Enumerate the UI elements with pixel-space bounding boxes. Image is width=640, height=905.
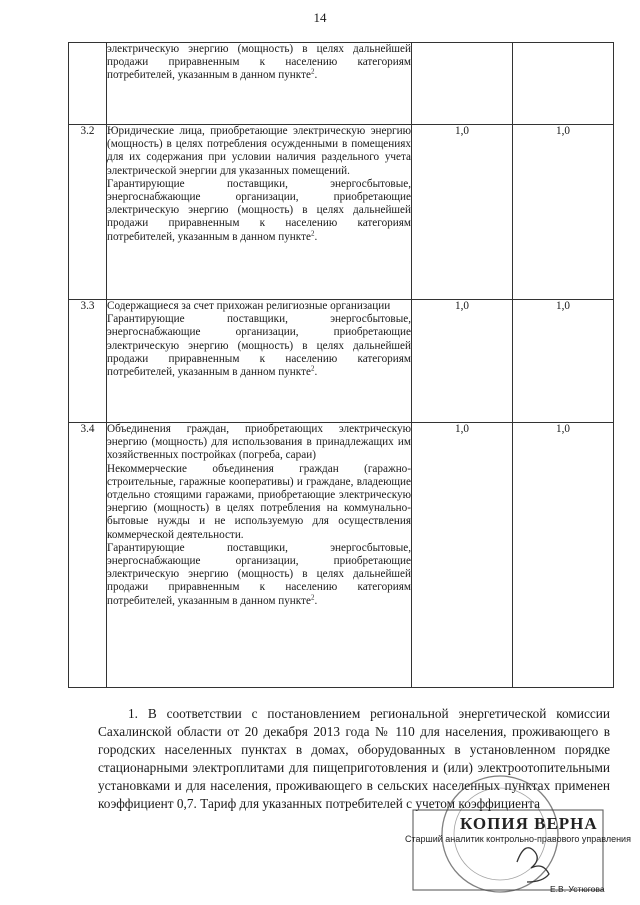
row-paragraph: электрическую энергию (мощность) в целях дальнейшей продажи приравненным к населению категориям потребителей, указанным в данном пункте$^2$. [107,43,411,82]
tariff-table [68,42,614,688]
row-number: 3.2 [69,125,107,300]
table-row [69,300,614,423]
stamp-position: Старший аналитик контрольно-правового управления [405,834,631,844]
row-value-1: 1,0 [412,125,513,300]
row-number: 3.4 [69,423,107,688]
row-description [107,300,412,423]
stamp-title: КОПИЯ ВЕРНА [460,814,598,833]
row-value-2: 1,0 [513,423,614,688]
row-paragraph: Некоммерческие объединения граждан (гаражно-строительные, гаражные кооперативы) и граждане, владеющие отдельно стоящими гаражами, приобретающие электрическую энергию (мощность) в целях потребления на коммунально-бытовые нужды и не используемую для осуществления коммерческой деятельности. [107,462,411,541]
table-row [69,125,614,300]
footnote-paragraph: 1. В соответствии с постановлением региональной энергетической комиссии Сахалинской области от 20 декабря 2013 года № 110 для населения, проживающего в городских населенных пунктах в домах, оборудованных в установленном порядке стационарными электроплитами для пищеприготовления и (или) электроотопительными установками и для населения, проживающего в сельских населенных пунктах применен коэффициент 0,7. Тариф для указанных потребителей с учетом коэффициента [98,706,610,811]
row-description [107,125,412,300]
row-value-2: 1,0 [513,300,614,423]
row-value-1: 1,0 [412,300,513,423]
row-paragraph: Содержащиеся за счет прихожан религиозные организации [107,300,391,312]
row-value-1: 1,0 [412,423,513,688]
table-row [69,43,614,125]
table-row [69,423,614,688]
row-description [107,423,412,688]
row-description [107,43,412,125]
certification-stamp [405,770,631,898]
row-value-2: 1,0 [513,125,614,300]
page-number: 14 [313,10,327,25]
row-value-2 [513,43,614,125]
signature-icon [517,848,549,882]
row-paragraph: Гарантирующие поставщики, энергосбытовые, энергоснабжающие организации, приобретающие электрическую энергию (мощность) в целях дальнейшей продажи приравненным к населению категориям потребителей, указанным в данном пункте$^2$. [107,313,411,379]
row-value-1 [412,43,513,125]
stamp-name: Е.В. Устюгова [550,884,605,894]
row-paragraph: Объединения граждан, приобретающих электрическую энергию (мощность) для использования в принадлежащих им хозяйственных постройках (погреба, сараи) [107,423,411,462]
row-number [69,43,107,125]
row-paragraph: Юридические лица, приобретающие электрическую энергию (мощность) в целях потребления осужденными в помещениях для их содержания при условии наличия раздельного учета электрической энергии для указанных помещений. [107,125,411,177]
row-number: 3.3 [69,300,107,423]
row-paragraph: Гарантирующие поставщики, энергосбытовые, энергоснабжающие организации, приобретающие электрическую энергию (мощность) в целях дальнейшей продажи приравненным к населению категориям потребителей, указанным в данном пункте$^2$. [107,541,411,607]
row-paragraph: Гарантирующие поставщики, энергосбытовые, энергоснабжающие организации, приобретающие электрическую энергию (мощность) в целях дальнейшей продажи приравненным к населению категориям потребителей, указанным в данном пункте$^2$. [107,177,411,243]
